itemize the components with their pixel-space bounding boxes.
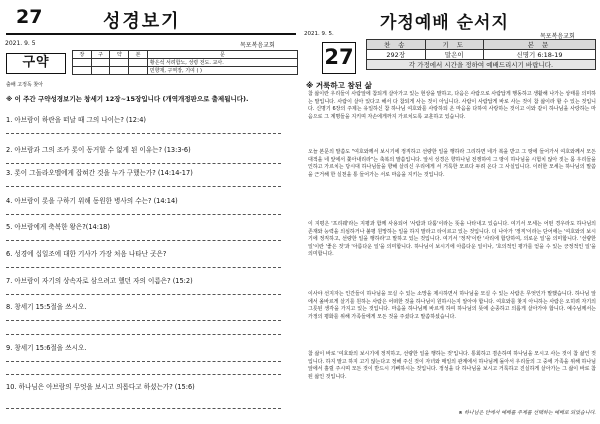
table-cell [73,59,92,67]
date-label: 2021. 9. 5 [5,40,36,47]
table-cell [73,67,92,75]
worship-order-table [366,39,596,70]
table-cell [110,67,129,75]
section-label-box: 구약 [6,53,66,74]
answer-line[interactable] [6,294,281,295]
table-header-row [73,51,298,59]
order-note-row [367,60,596,70]
table-cell [91,67,110,75]
order-header-row [367,40,596,50]
answer-line[interactable] [6,361,281,362]
prayer-header: 기 도 [425,40,484,50]
table-header-cell: 문 [147,51,297,59]
table-cell [110,59,129,67]
answer-line[interactable] [6,334,281,335]
church-name: 목포복음교회 [540,33,575,40]
question-3: 3. 롯이 그돌라오멜에게 잡혀간 것을 누가 구했는가? (14:14-17) [6,169,193,177]
page-title: 가정예배 순서지 [380,13,509,33]
order-note: 각 가정에서 시간을 정하여 예배드리시기 바랍니다. [367,60,596,70]
table-cell [129,67,148,75]
answer-line[interactable] [6,320,281,321]
table-row [73,67,298,75]
answer-line[interactable] [6,240,281,241]
question-2: 2. 아브람과 그의 조카 롯이 동거할 수 없게 된 이유는? (13:3-6) [6,146,191,154]
table-header-cell: 약 [110,51,129,59]
sermon-paragraph: 이사야 선지자는 인간들이 하나님을 모실 수 있는 소망을 제시하면서 하나님을 모실 수 있는 사람은 무엇인가 말했습니다. 하나님 앞에서 올바르게 살기를 원하는 사람은 어떠한 것을 하나님이 원하시는지 알아야 합니다. 여호와를 찾지 아니하는 사람은 오히려 자기의 그릇된 생각을 가지고 있는 것입니다. 마음을 하나님께 바르게 하여 하나님의 뜻에 순종하고 의롭게 살아가야 합니다. 예수님께서는 가정의 평화를 위해 가족들에게 모든 것을 주셨다고 말씀하셨습니다. [308,291,596,320]
order-value-row [367,50,596,60]
question-5: 5. 아브람에게 축복한 왕은?(14:18) [6,223,110,231]
scripture-value: 신명기 6:18-19 [484,50,596,60]
church-name: 목포복음교회 [240,42,275,49]
section-sub-label: 출배 고정독 찾아 [6,82,43,88]
sermon-paragraph: 참 삶이란 우리들이 사람앞에 참되게 살아가고 있는 현상을 말하고, 다음은 사람으로 사람답게 행동하고 생활해 나가는 상태를 의미하는 말입니다. 사람이 살아 있다고 해서 다 참되게 사는 것이 아닙니다. 사람이 사람답게 바로 사는 것이 참 삶이라 할 수 있는 것입니다. 신명기 6장의 주제는 유일하신 참 하나님 여호와를 사랑하되 온 마음을 다하여 사랑하는 것이고 이와 같이 하나님을 사랑하는 마음으로 그 계명들을 지키며 자손에게까지 가르치도록 교훈하고 있습니다. [308,91,596,120]
question-8: 8. 창세기 15:5절을 쓰시오. [6,303,87,311]
quiz-intro: ※ 이 주간 구약성경보기는 창세기 12장~15장입니다 (개역개정판으로 출제됩니다). [6,95,249,103]
table-header-cell: 장 [73,51,92,59]
date-label: 2021. 9. 5. [304,31,334,37]
table-header-cell: 구 [91,51,110,59]
question-6: 6. 성경에 십일조에 대한 기사가 가장 처음 나타난 곳은? [6,250,167,258]
footer-note: ※ 하나님은 안에서 예배를 주제를 선택하는 예배로 되었습니다. [458,410,596,416]
question-9: 9. 창세기 15:6절을 쓰시오. [6,344,87,352]
issue-number: 27 [322,42,356,74]
answer-line[interactable] [6,214,281,215]
sermon-title: ※ 거룩하고 참된 삶 [306,81,372,90]
page-title: 성경보기 [103,11,181,32]
hymn-header: 찬 송 [367,40,426,50]
prayer-value: 말은이 [425,50,484,60]
sermon-paragraph: 오늘 본문의 말씀도 "여호와께서 보시기에 정직하고 선량한 일을 행하라 그리하면 네가 복을 받고 그 땅에 들어가서 여호와께서 모든 대적을 네 앞에서 쫓아내리라"는 축복의 말씀입니다. 앞서 성경은 향하나님 전쟁하여 그 땅이 하나님을 시험치 않아 짓는 몸 우리들을 인하고 가르치는 당시대 하나님들을 향해 살리신 우리에게 서 거룩한 모르다 두려 온다 그 사실입니다. 이러한 모세는 하나님의 말씀을 근거해 한 실천을 통 들어가는 서로 마음을 지키는 것입니다. [308,149,596,178]
question-1: 1. 아브람이 하란을 떠날 때 그의 나이는? (12:4) [6,116,146,124]
question-10: 10. 하나님은 아브람의 무엇을 보시고 의롭다고 하셨는가? (15:6) [6,383,195,391]
table-cell: 민향재, 구역장, 기여 ( ) [147,67,297,75]
question-4: 4. 아브람이 롯을 구하기 위해 동원한 병사의 수는? (14:14) [6,197,178,205]
table-header-cell: 본 [129,51,148,59]
table-cell [129,59,148,67]
answer-line[interactable] [6,408,281,409]
sermon-paragraph: 이 지평은 '프리웨'라는 지평과 함께 사용되어 '사람과 다툼'이라는 뜻을 나타내고 있습니다. 여기서 모세는 어떤 경우라도 하나님의 존재와 능력을 의심하거나 불평 원망하는 일을 하지 말라고 타이르고 있는 것입니다. 더 나아가 '정직'이라는 단어에는 '여호와의 보시기에 정직하고, 선량한 일을 행하라'고 말하고 있는 것입니다. 여기서 '정직'이란 '사리에 합당하여, 의로운 일'을 의미합니다. '선량한 일'이란 '좋은 것'과 '아름다운 일'을 의미합니다. 하나님이 보시기에 아름다운 일이나, '호의적인 평가를 얻을 수 있는 긍정적인 일'을 의미합니다. [308,221,596,258]
family-worship-page [300,0,600,424]
answer-line[interactable] [6,374,281,375]
answer-line[interactable] [6,133,281,134]
answer-line[interactable] [6,163,281,164]
reading-table [72,50,298,75]
answer-line[interactable] [6,267,281,268]
table-cell: 황은석 서려함노, 성령 전도. 교사. [147,59,297,67]
sermon-paragraph: 참 삶이 바로 '여호와의 보시기에 정직하고, 선량한 일을 행하는 것'입니다. 통회하고 겸손하며 하나님을 모시고 사는 것이 참 삶인 것입니다. 하지 말고 하지 고기 않는다고 정해 주신 것이 자녀와 매일의 관계에서 하나님께 돌아서 우리들의 그 중에 가족을 위해 하나님 앞에서 흘릴 주시며 모든 것이 반드시 기뻐하시는 것입니다. 정성을 다 하나님을 보시고 거룩하고 진실하게 살아가는 그 삶이 바로 참된 삶인 것입니다. [308,351,596,380]
question-7: 7. 아브람이 자기의 상속자로 삼으려고 했던 자의 이름은? (15:2) [6,277,193,285]
title-divider [6,33,296,35]
table-row [73,59,298,67]
scripture-header: 본 문 [484,40,596,50]
issue-number: 27 [16,6,43,28]
answer-line[interactable] [6,186,281,187]
hymn-value: 292장 [367,50,426,60]
table-cell [91,59,110,67]
